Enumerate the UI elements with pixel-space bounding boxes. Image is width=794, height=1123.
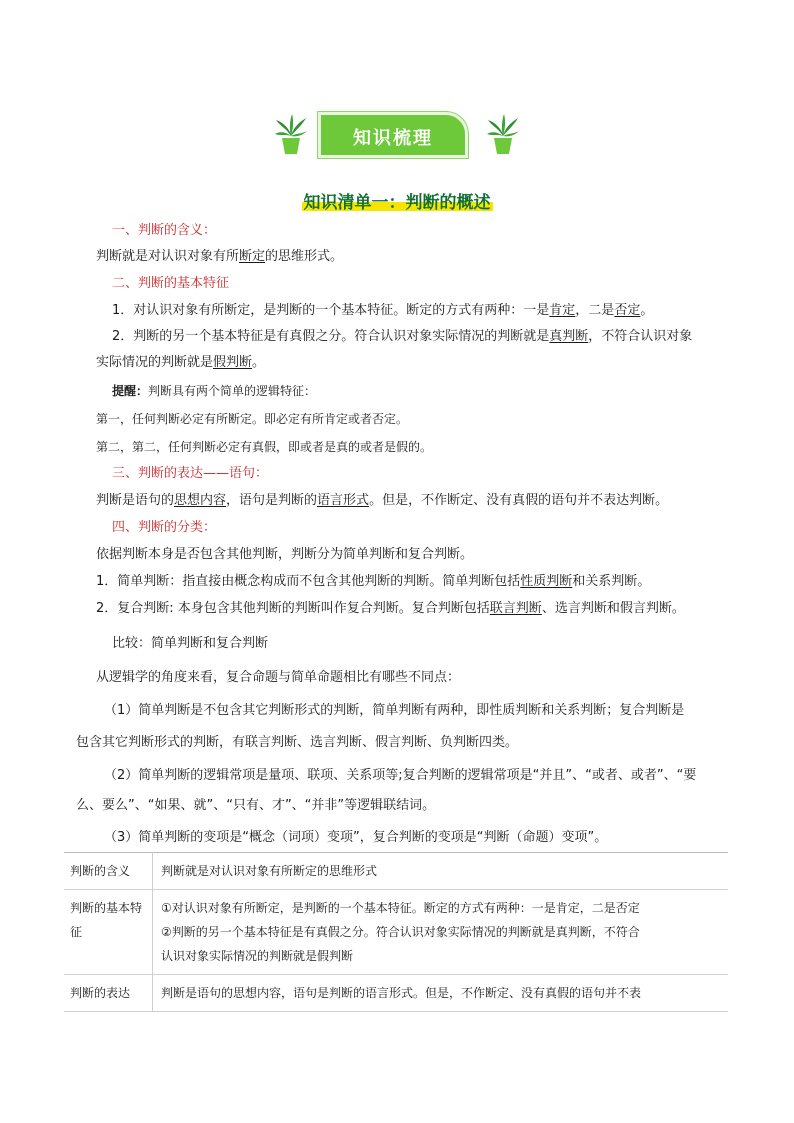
table-value: ①对认识对象有所断定，是判断的一个基本特征。断定的方式有两种：一是肯定，二是否定 ②判断的另一个基本特征是有真假之分。符合认识对象实际情况的判断就是真判断，不符合 认识对象实际情况的判断就是假判断 (153, 890, 729, 975)
tip-line: 第一，任何判断必定有所断定。即必定有所肯定或者否定。 (96, 412, 409, 426)
paragraph: 1．简单判断：指直接由概念构成而不包含其他判断的判断。简单判断包括性质判断和关系判断。 (96, 574, 651, 589)
tip-line: 提醒：判断具有两个简单的逻辑特征： (112, 384, 317, 398)
section-title: 三、判断的表达——语句： (112, 466, 269, 481)
compare-title: 比较：简单判断和复合判断 (112, 636, 269, 651)
table-row (64, 975, 728, 1012)
paragraph: 2．复合判断: 本身包含其他判断的判断叫作复合判断。复合判断包括联言判断、选言判断和假言判断。 (96, 601, 685, 616)
paragraph: （1）简单判断是不包含其它判断形式的判断，简单判断有两种，即性质判断和关系判断；复合判断是 (104, 703, 685, 718)
section-banner (274, 104, 520, 160)
potted-plant-icon (274, 114, 308, 154)
paragraph: 判断是语句的思想内容，语句是判断的语言形式。但是，不作断定、没有真假的语句并不表达判断。 (96, 493, 669, 508)
paragraph: 实际情况的判断就是假判断。 (96, 355, 266, 370)
table-row (64, 890, 728, 975)
paragraph: 么、要么”、“如果、就”、“只有、才”、“并非”等逻辑联结词。 (76, 798, 436, 813)
table-row (64, 853, 728, 890)
summary-table (64, 852, 728, 1012)
paragraph: （2）简单判断的逻辑常项是量项、联项、关系项等;复合判断的逻辑常项是“并且”、“或者、或者”、“要 (104, 768, 697, 783)
table-key: 判断的含义 (64, 853, 153, 890)
paragraph: 从逻辑学的角度来看，复合命题与简单命题相比有哪些不同点： (96, 670, 461, 685)
section-title: 四、判断的分类： (112, 520, 217, 535)
table-key: 判断的基本特征 (64, 890, 153, 975)
paragraph: （3）简单判断的变项是“概念（词项）变项”，复合判断的变项是“判断（命题）变项”。 (104, 830, 608, 845)
paragraph: 依据判断本身是否包含其他判断，判断分为简单判断和复合判断。 (96, 547, 474, 562)
section-title: 二、判断的基本特征 (112, 276, 230, 291)
potted-plant-icon (486, 114, 520, 154)
knowledge-heading: 知识清单一：判断的概述 (0, 188, 794, 213)
table-value: 判断就是对认识对象有所断定的思维形式 (153, 853, 729, 890)
paragraph: 包含其它判断形式的判断，有联言判断、选言判断、假言判断、负判断四类。 (76, 735, 519, 750)
table-value: 判断是语句的思想内容，语句是判断的语言形式。但是，不作断定、没有真假的语句并不表 (153, 975, 729, 1012)
banner-tab (318, 112, 468, 158)
section-title: 一、判断的含义： (112, 223, 217, 238)
paragraph: 2．判断的另一个基本特征是有真假之分。符合认识对象实际情况的判断就是真判断，不符合认识对象 (112, 329, 693, 344)
table-key: 判断的表达 (64, 975, 153, 1012)
banner-title: 知识梳理 (353, 128, 433, 149)
paragraph: 1．对认识对象有所断定，是判断的一个基本特征。断定的方式有两种：一是肯定，二是否定。 (112, 303, 654, 318)
paragraph: 判断就是对认识对象有所断定的思维形式。 (96, 249, 344, 264)
tip-line: 第二，第二，任何判断必定有真假，即或者是真的或者是假的。 (96, 440, 433, 454)
